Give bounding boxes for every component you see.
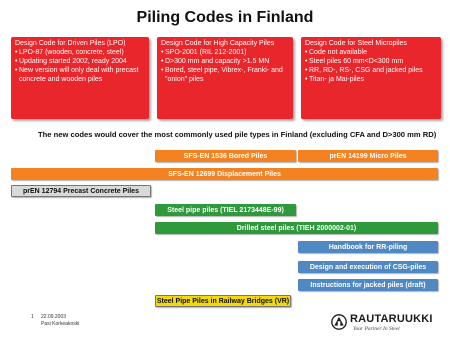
box-list: [15, 49, 145, 84]
slide-author: Pasi Korkeakoski: [41, 321, 80, 327]
list-item: • New version will only deal with precast concrete and wooden piles: [15, 67, 145, 84]
list-item: • D>300 mm and capacity >1.5 MN: [161, 58, 289, 66]
jacked-piles-bar: Instructions for jacked piles (draft): [298, 279, 438, 291]
box-heading: Design Code for High Capacity Piles: [161, 40, 275, 47]
logo-wordmark: RAUTARUUKKI: [350, 313, 433, 325]
rautaruukki-logo-icon: [331, 314, 347, 330]
box-heading: Design Code for Steel Micropiles: [305, 40, 407, 47]
coverage-caption: The new codes would cover the most commonly used pile types in Finland (excluding CFA and D>300 mm RD): [38, 130, 437, 139]
steel-pipe-tiel-bar: Steel pipe piles (TIEL 2173448E-99): [155, 204, 296, 216]
slide-number: 1: [31, 314, 34, 320]
list-item: • LPO-87 (wooden, concrete, steel): [15, 49, 145, 57]
sfs-en-1536-bar: SFS-EN 1536 Bored Piles: [155, 150, 296, 162]
railway-bridges-bar: Steel Pipe Piles in Railway Bridges (VR): [155, 295, 291, 307]
drilled-steel-bar: Drilled steel piles (TIEH 2000002-01): [155, 222, 438, 234]
micropile-code-box: [301, 37, 441, 119]
rautaruukki-logo: [331, 312, 443, 336]
list-item: • Updating started 2002, ready 2004: [15, 58, 145, 66]
sfs-en-12699-bar: SFS-EN 12699 Displacement Piles: [11, 168, 438, 180]
lpo-code-box: [11, 37, 149, 119]
list-item: • Steel piles 60 mm<D<300 mm: [305, 58, 437, 66]
box-list: [161, 49, 289, 84]
csg-piles-bar: Design and execution of CSG-piles: [298, 261, 438, 273]
slide-title: Piling Codes in Finland: [136, 9, 314, 26]
list-item: • Bored, steel pipe, Vibrex-, Franki- and "onion" piles: [161, 67, 289, 84]
logo-tagline: Your Partner In Steel: [353, 326, 400, 332]
pren-14199-bar: prEN 14199 Micro Piles: [298, 150, 438, 162]
box-list: [305, 49, 437, 84]
pren-12794-bar: prEN 12794 Precast Concrete Piles: [11, 185, 151, 197]
list-item: • RR, RD-, RS-, CSG and jacked piles: [305, 67, 437, 75]
list-item: • Code not available: [305, 49, 437, 57]
list-item: • Titan- ja Mai-piles: [305, 76, 437, 84]
box-heading: Design Code for Driven Piles (LPO): [15, 40, 126, 47]
list-item: • SPO-2001 (RIL 212-2001): [161, 49, 289, 57]
spo-code-box: [157, 37, 293, 119]
slide-date: 22.09.2003: [41, 314, 67, 320]
rr-handbook-bar: Handbook for RR-piling: [298, 241, 438, 253]
